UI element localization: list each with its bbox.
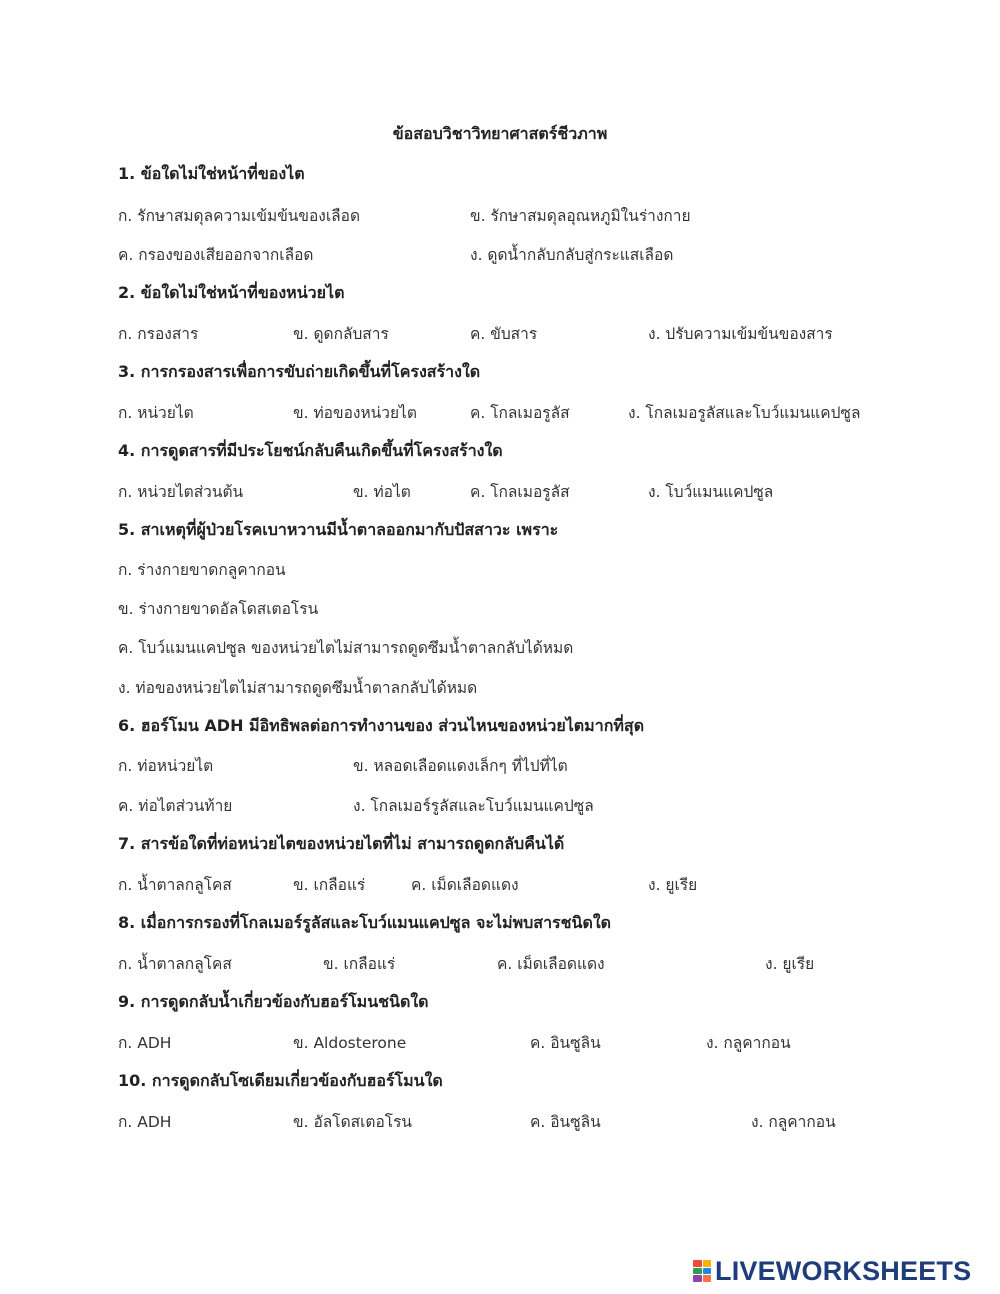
question-4: 4. การดูดสารที่มีประโยชน์กลับคืนเกิดขึ้นที่โครงสร้างใด	[118, 441, 503, 460]
q7-option-a[interactable]: ก. น้ำตาลกลูโคส	[118, 876, 232, 894]
page-title: ข้อสอบวิชาวิทยาศาสตร์ชีวภาพ	[392, 124, 608, 143]
q1-option-c[interactable]: ค. กรองของเสียออกจากเลือด	[118, 246, 314, 264]
q10-option-a[interactable]: ก. ADH	[118, 1113, 172, 1131]
q6-option-c[interactable]: ค. ท่อไตส่วนท้าย	[118, 797, 233, 815]
q10-option-b[interactable]: ข. อัลโดสเตอโรน	[293, 1113, 413, 1131]
q8-option-d[interactable]: ง. ยูเรีย	[765, 955, 815, 973]
q2-option-c[interactable]: ค. ขับสาร	[470, 325, 538, 343]
q6-option-b[interactable]: ข. หลอดเลือดแดงเล็กๆ ที่ไปที่ไต	[353, 757, 568, 775]
q3-option-b[interactable]: ข. ท่อของหน่วยไต	[293, 404, 417, 422]
q8-option-c[interactable]: ค. เม็ดเลือดแดง	[497, 955, 605, 973]
q4-option-a[interactable]: ก. หน่วยไตส่วนต้น	[118, 483, 244, 501]
q7-option-b[interactable]: ข. เกลือแร่	[293, 876, 366, 894]
q2-option-d[interactable]: ง. ปรับความเข้มข้นของสาร	[648, 325, 833, 343]
q3-option-d[interactable]: ง. โกลเมอรูลัสและโบว์แมนแคปซูล	[628, 404, 861, 422]
q6-option-d[interactable]: ง. โกลเมอร์รูลัสและโบว์แมนแคปซูล	[353, 797, 594, 815]
question-5: 5. สาเหตุที่ผู้ป่วยโรคเบาหวานมีน้ำตาลออกมากับปัสสาวะ เพราะ	[118, 520, 559, 539]
q10-option-c[interactable]: ค. อินซูลิน	[530, 1113, 601, 1131]
q5-option-b[interactable]: ข. ร่างกายขาดอัลโดสเตอโรน	[118, 600, 319, 618]
q4-option-d[interactable]: ง. โบว์แมนแคปซูล	[648, 483, 774, 501]
q9-option-d[interactable]: ง. กลูคากอน	[706, 1034, 791, 1052]
q8-option-a[interactable]: ก. น้ำตาลกลูโคส	[118, 955, 232, 973]
liveworksheets-logo[interactable]	[693, 1256, 971, 1286]
q1-option-b[interactable]: ข. รักษาสมดุลอุณหภูมิในร่างกาย	[470, 207, 691, 225]
q5-option-c[interactable]: ค. โบว์แมนแคปซูล ของหน่วยไตไม่สามารถดูดซึมน้ำตาลกลับได้หมด	[118, 639, 574, 657]
q9-option-a[interactable]: ก. ADH	[118, 1034, 172, 1052]
question-2: 2. ข้อใดไม่ใช่หน้าที่ของหน่วยไต	[118, 283, 345, 302]
q2-option-b[interactable]: ข. ดูดกลับสาร	[293, 325, 389, 343]
q3-option-a[interactable]: ก. หน่วยไต	[118, 404, 194, 422]
question-7: 7. สารข้อใดที่ท่อหน่วยไตของหน่วยไตที่ไม่ สามารถดูดกลับคืนได้	[118, 834, 565, 853]
q4-option-c[interactable]: ค. โกลเมอรูลัส	[470, 483, 570, 501]
q10-option-d[interactable]: ง. กลูคากอน	[751, 1113, 836, 1131]
q6-option-a[interactable]: ก. ท่อหน่วยไต	[118, 757, 214, 775]
q5-option-a[interactable]: ก. ร่างกายขาดกลูคากอน	[118, 561, 286, 579]
q3-option-c[interactable]: ค. โกลเมอรูลัส	[470, 404, 570, 422]
question-9: 9. การดูดกลับน้ำเกี่ยวข้องกับฮอร์โมนชนิดใด	[118, 992, 429, 1011]
question-10: 10. การดูดกลับโซเดียมเกี่ยวข้องกับฮอร์โมนใด	[118, 1071, 443, 1090]
q8-option-b[interactable]: ข. เกลือแร่	[323, 955, 396, 973]
logo-text: LIVEWORKSHEETS	[715, 1255, 972, 1286]
question-6: 6. ฮอร์โมน ADH มีอิทธิพลต่อการทำงานของ ส่วนไหนของหน่วยไตมากที่สุด	[118, 716, 645, 735]
q4-option-b[interactable]: ข. ท่อไต	[353, 483, 411, 501]
q9-option-c[interactable]: ค. อินซูลิน	[530, 1034, 601, 1052]
logo-grid-icon	[693, 1260, 711, 1282]
q2-option-a[interactable]: ก. กรองสาร	[118, 325, 199, 343]
q1-option-d[interactable]: ง. ดูดน้ำกลับกลับสู่กระแสเลือด	[470, 246, 674, 264]
q7-option-c[interactable]: ค. เม็ดเลือดแดง	[411, 876, 519, 894]
q1-option-a[interactable]: ก. รักษาสมดุลความเข้มข้นของเลือด	[118, 207, 361, 225]
q5-option-d[interactable]: ง. ท่อของหน่วยไตไม่สามารถดูดซึมน้ำตาลกลับได้หมด	[118, 679, 478, 697]
question-1: 1. ข้อใดไม่ใช่หน้าที่ของไต	[118, 164, 305, 183]
question-3: 3. การกรองสารเพื่อการขับถ่ายเกิดขึ้นที่โครงสร้างใด	[118, 362, 481, 381]
question-8: 8. เมื่อการกรองที่โกลเมอร์รูลัสและโบว์แมนแคปซูล จะไม่พบสารชนิดใด	[118, 913, 612, 932]
q7-option-d[interactable]: ง. ยูเรีย	[648, 876, 698, 894]
q9-option-b[interactable]: ข. Aldosterone	[293, 1034, 407, 1052]
